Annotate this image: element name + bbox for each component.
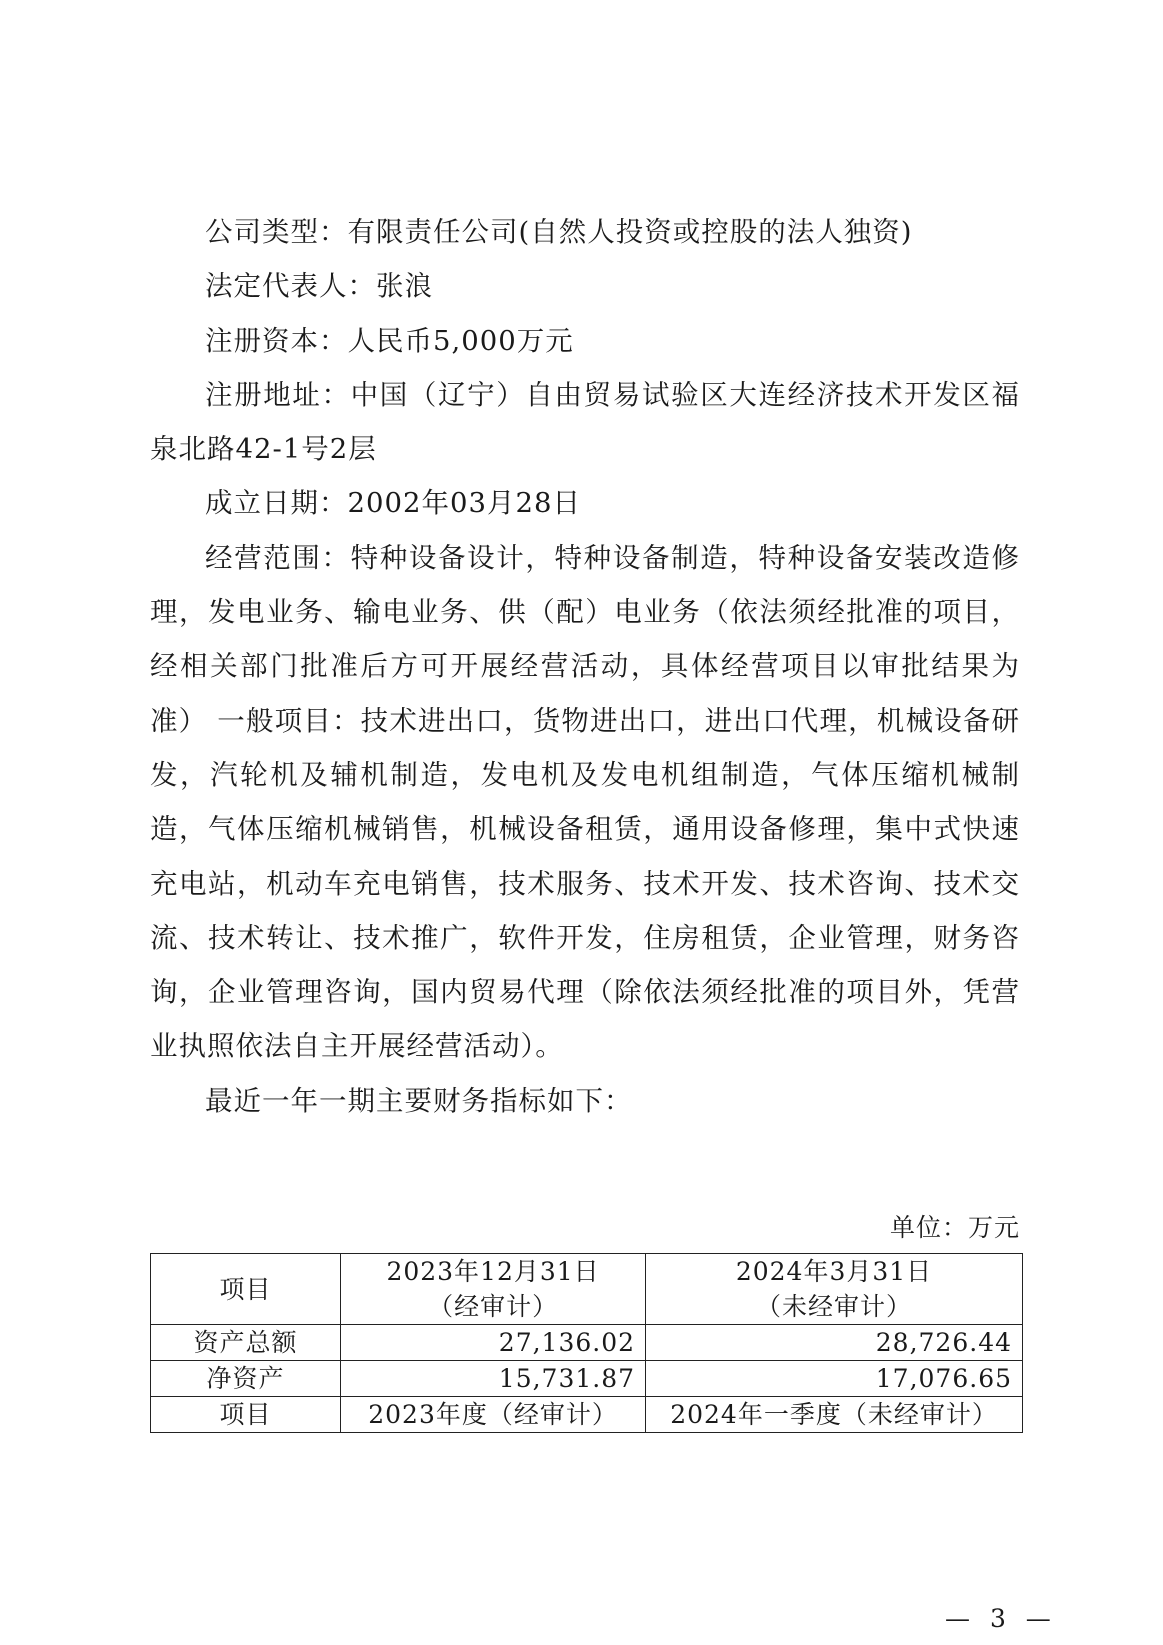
financial-intro-line: 最近一年一期主要财务指标如下： [205,1084,633,1117]
table-header-row [151,1254,1023,1325]
established-date-line: 成立日期：2002年03月28日 [205,487,581,520]
header-col1-note: （经审计） [428,1292,559,1321]
row-value: 17,076.65 [646,1361,1023,1397]
subheader-col2: 2024年一季度（未经审计） [646,1397,1023,1433]
page-number: — 3 — [945,1604,1057,1633]
subheader-item: 项目 [151,1397,341,1433]
registered-address-line: 注册地址：中国（辽宁）自由贸易试验区大连经济技术开发区福泉北路42-1号2层 [150,378,1020,466]
header-col1 [341,1254,646,1325]
row-value: 28,726.44 [646,1325,1023,1361]
registered-capital-line: 注册资本：人民币5,000万元 [205,324,574,357]
financial-table [150,1253,1023,1433]
header-col2-date: 2024年3月31日 [735,1257,933,1286]
table-row [151,1361,1023,1397]
company-type-line: 公司类型：有限责任公司(自然人投资或控股的法人独资) [205,216,913,248]
unit-label: 单位：万元 [889,1213,1020,1242]
table-subheader-row [151,1397,1023,1433]
subheader-col1: 2023年度（经审计） [341,1397,646,1433]
row-label: 资产总额 [151,1325,341,1361]
row-value: 15,731.87 [341,1361,646,1397]
row-value: 27,136.02 [341,1325,646,1361]
business-scope-paragraph: 经营范围：特种设备设计，特种设备制造，特种设备安装改造修理，发电业务、输电业务、供（配）电业务（依法须经批准的项目，经相关部门批准后方可开展经营活动，具体经营项目以审批结果为准） 一般项目：技术进出口，货物进出口，进出口代理，机械设备研发，汽轮机及辅机制造，发电机及发电机组制造，气体压缩机械制造，气体压缩机械销售，机械设备租赁，通用设备修理，集中式快速充电站，机动车充电销售，技术服务、技术开发、技术咨询、技术交流、技术转让、技术推广，软件开发，住房租赁，企业管理，财务咨询，企业管理咨询，国内贸易代理（除依法须经批准的项目外，凭营业执照依法自主开展经营活动）。 [150,541,1020,1063]
document-body [150,205,1020,1128]
row-label: 净资产 [151,1361,341,1397]
header-col2-note: （未经审计） [756,1292,913,1321]
header-col1-date: 2023年12月31日 [386,1257,600,1286]
header-col2 [646,1254,1023,1325]
legal-rep-line: 法定代表人：张浪 [205,270,433,303]
header-item: 项目 [151,1254,341,1325]
table-row [151,1325,1023,1361]
